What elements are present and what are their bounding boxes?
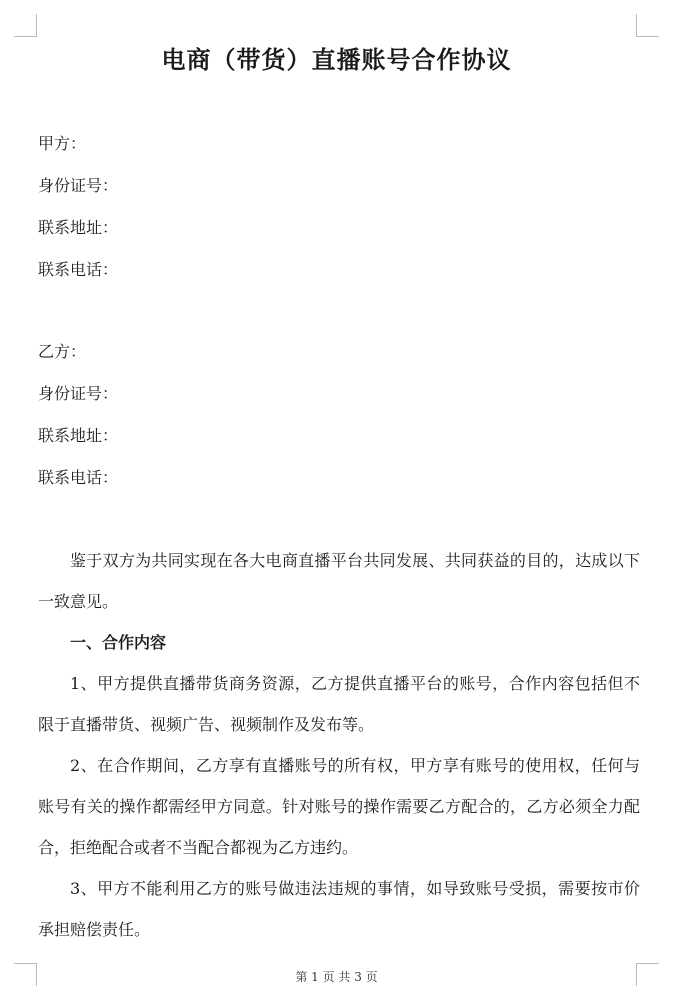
clause-1: 1、甲方提供直播带货商务资源，乙方提供直播平台的账号，合作内容包括但不限于直播带货、视频广告、视频制作及发布等。 (38, 674, 640, 734)
party-a-phone-label: 联系电话： (38, 260, 119, 279)
party-b-label: 乙方： (38, 342, 87, 361)
party-a-address-label: 联系地址： (38, 218, 119, 237)
party-b-address-label: 联系地址： (38, 426, 119, 445)
clause-3: 3、甲方不能利用乙方的账号做违法违规的事情，如导致账号受损，需要按市价承担赔偿责任。 (38, 879, 640, 939)
page-number-footer: 第 1 页 共 3 页 (295, 970, 378, 984)
crop-mark-top-right (636, 14, 659, 37)
section-heading-cooperation: 一、合作内容 (70, 633, 167, 652)
clause-2: 2、在合作期间，乙方享有直播账号的所有权，甲方享有账号的使用权，任何与账号有关的操作都需经甲方同意。针对账号的操作需要乙方配合的，乙方必须全力配合，拒绝配合或者不当配合都视为乙方违约。 (38, 756, 640, 857)
party-a-label: 甲方： (38, 134, 87, 153)
crop-mark-top-left (14, 14, 37, 37)
party-b-id-label: 身份证号： (38, 384, 119, 403)
preamble-paragraph: 鉴于双方为共同实现在各大电商直播平台共同发展、共同获益的目的，达成以下一致意见。 (38, 551, 640, 611)
party-b-phone-label: 联系电话： (38, 468, 119, 487)
document-title: 电商（带货）直播账号合作协议 (161, 45, 512, 74)
party-a-id-label: 身份证号： (38, 176, 119, 195)
agreement-body (38, 540, 640, 950)
